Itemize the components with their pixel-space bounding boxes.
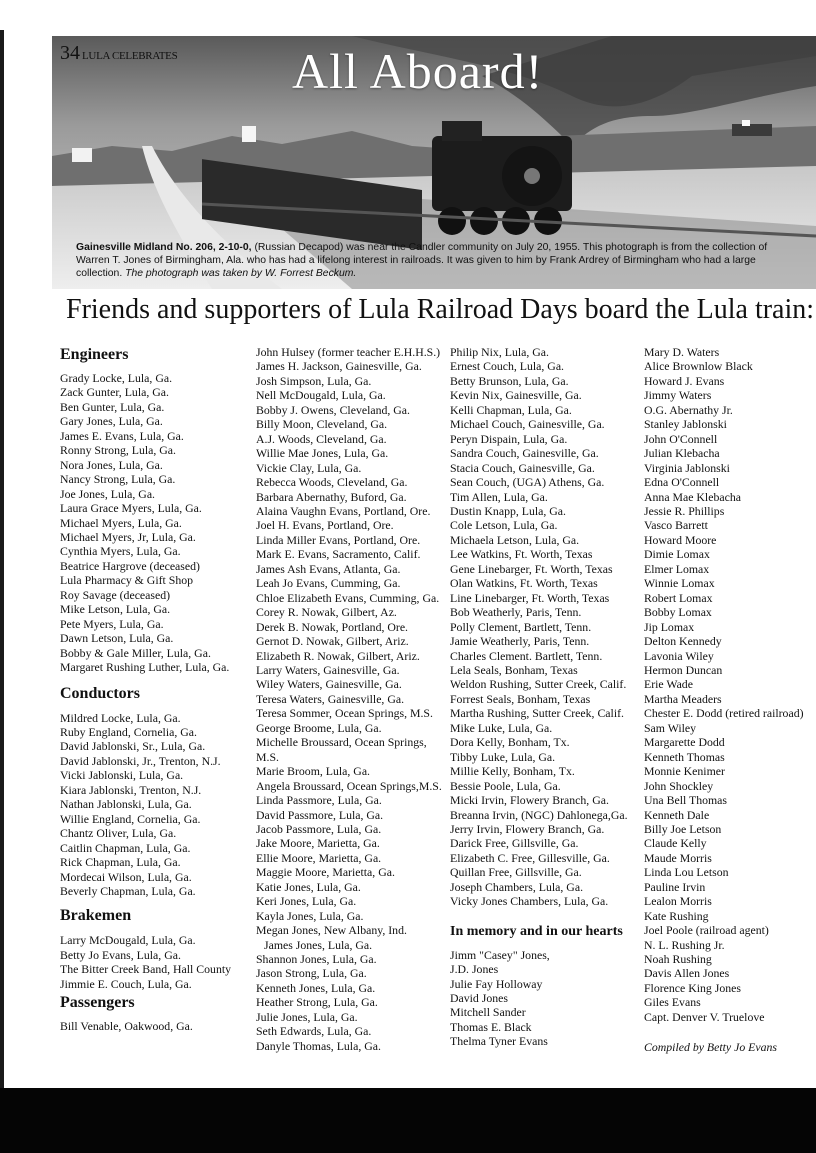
list-item: Joe Jones, Lula, Ga.: [60, 486, 156, 501]
list-item: Roy Savage (deceased): [60, 587, 171, 602]
caption-italic: The photograph was taken by W. Forrest Beckum.: [125, 268, 357, 279]
list-item: Stanley Jablonski: [644, 417, 727, 432]
list-item: Willie England, Cornelia, Ga.: [60, 811, 201, 826]
engineers-list: [60, 371, 246, 675]
list-item: Kelli Chapman, Lula, Ga.: [450, 402, 572, 417]
list-item: Heather Strong, Lula, Ga.: [256, 995, 378, 1010]
list-item: Bill Venable, Oakwood, Ga.: [60, 1019, 193, 1034]
list-item: Thelma Tyner Evans: [450, 1034, 548, 1049]
list-item: Lavonia Wiley: [644, 648, 714, 663]
brakemen-list: [60, 933, 246, 991]
passengers-list: [60, 1019, 246, 1033]
list-item: Michael Couch, Gainesville, Ga.: [450, 417, 605, 432]
list-item: Maggie Moore, Marietta, Ga.: [256, 865, 395, 880]
list-item: James H. Jackson, Gainesville, Ga.: [256, 359, 422, 374]
list-item: Dimie Lomax: [644, 547, 710, 562]
scan-bottom-border: [0, 1088, 816, 1153]
list-item: Martha Meaders: [644, 691, 722, 706]
list-item: Tim Allen, Lula, Ga.: [450, 489, 548, 504]
list-item: Beverly Chapman, Lula, Ga.: [60, 883, 196, 898]
list-item: Katie Jones, Lula, Ga.: [256, 879, 361, 894]
list-item: Micki Irvin, Flowery Branch, Ga.: [450, 793, 609, 808]
memory-list-continued: [644, 345, 816, 1024]
list-item: Michael Myers, Jr, Lula, Ga.: [60, 529, 196, 544]
list-item: Vicki Jablonski, Lula, Ga.: [60, 768, 184, 783]
list-item: Nora Jones, Lula, Ga.: [60, 457, 163, 472]
list-item: Laura Grace Myers, Lula, Ga.: [60, 501, 202, 516]
list-item: Cole Letson, Lula, Ga.: [450, 518, 558, 533]
list-item: Erie Wade: [644, 677, 693, 692]
list-item: Dora Kelly, Bonham, Tx.: [450, 735, 570, 750]
list-item: Forrest Seals, Bonham, Texas: [450, 691, 591, 706]
list-item: Jamie Weatherly, Paris, Tenn.: [450, 634, 590, 649]
list-item: Lealon Morris: [644, 894, 712, 909]
list-item: M.S.: [256, 749, 279, 764]
page-number: 34 LULA CELEBRATES: [60, 42, 178, 64]
list-item: Betty Jo Evans, Lula, Ga.: [60, 947, 181, 962]
page-edge-shadow: [0, 30, 4, 1090]
list-item: Rebecca Woods, Cleveland, Ga.: [256, 475, 408, 490]
list-item: Joel Poole (railroad agent): [644, 923, 769, 938]
list-item: John O'Connell: [644, 431, 718, 446]
list-item: Kenneth Thomas: [644, 749, 725, 764]
section-label: LULA CELEBRATES: [82, 50, 178, 62]
list-item: Barbara Abernathy, Buford, Ga.: [256, 489, 407, 504]
list-item: Linda Lou Letson: [644, 865, 729, 880]
column-2: [256, 345, 446, 1053]
list-item: Jason Strong, Lula, Ga.: [256, 966, 367, 981]
column-1: [60, 345, 246, 1034]
list-item: Quillan Free, Gillsville, Ga.: [450, 865, 582, 880]
list-item: Hermon Duncan: [644, 662, 723, 677]
list-item: Mike Luke, Lula, Ga.: [450, 720, 553, 735]
list-item: Nell McDougald, Lula, Ga.: [256, 388, 386, 403]
list-item: Davis Allen Jones: [644, 966, 730, 981]
list-item: Seth Edwards, Lula, Ga.: [256, 1024, 372, 1039]
list-item: Dawn Letson, Lula, Ga.: [60, 631, 174, 646]
list-item: Alice Brownlow Black: [644, 359, 753, 374]
list-item: Elizabeth C. Free, Gillesville, Ga.: [450, 850, 610, 865]
caption-text: (Russian Decapod) was near the Candler community on July 20, 1955. This photograph is from the collection of Warren T. Jones of Birmingham, Ala. who has had a lifelong interest in railroads. It was given to him by Frank Ardrey of Birmingham who had a large collection.: [76, 242, 768, 279]
list-item: Giles Evans: [644, 995, 701, 1010]
list-item: Dustin Knapp, Lula, Ga.: [450, 503, 566, 518]
list-item: James Jones, Lula, Ga.: [264, 937, 373, 952]
memory-heading: In memory and in our hearts: [450, 923, 623, 939]
list-item: Jerry Irvin, Flowery Branch, Ga.: [450, 821, 605, 836]
list-item: Lela Seals, Bonham, Texas: [450, 662, 578, 677]
list-item: Elmer Lomax: [644, 561, 710, 576]
list-item: Rick Chapman, Lula, Ga.: [60, 855, 181, 870]
list-item: Larry McDougald, Lula, Ga.: [60, 933, 196, 948]
list-item: Jip Lomax: [644, 619, 695, 634]
list-item: David Jones: [450, 991, 508, 1006]
list-item: Winnie Lomax: [644, 576, 715, 591]
list-item: Peryn Dispain, Lula, Ga.: [450, 431, 568, 446]
list-item: Darick Free, Gillsville, Ga.: [450, 836, 579, 851]
list-item: Julie Fay Holloway: [450, 976, 543, 991]
list-item: Josh Simpson, Lula, Ga.: [256, 373, 372, 388]
brakemen-heading: Brakemen: [60, 907, 132, 925]
list-item: Philip Nix, Lula, Ga.: [450, 345, 549, 359]
list-item: Vicky Jones Chambers, Lula, Ga.: [450, 894, 609, 909]
list-item: Monnie Kenimer: [644, 764, 725, 779]
list-item: Kayla Jones, Lula, Ga.: [256, 908, 364, 923]
supporters-list-3: [450, 345, 640, 909]
list-item: John Hulsey (former teacher E.H.H.S.): [256, 345, 441, 359]
list-item: J.D. Jones: [450, 962, 499, 977]
list-item: Vasco Barrett: [644, 518, 708, 533]
list-item: Linda Passmore, Lula, Ga.: [256, 793, 382, 808]
list-item: Derek B. Nowak, Portland, Ore.: [256, 619, 409, 634]
list-item: Sam Wiley: [644, 720, 697, 735]
list-item: Kenneth Jones, Lula, Ga.: [256, 980, 376, 995]
list-item: John Shockley: [644, 778, 714, 793]
list-item: Marie Broom, Lula, Ga.: [256, 764, 371, 779]
page-title: All Aboard!: [292, 43, 544, 99]
list-item: A.J. Woods, Cleveland, Ga.: [256, 431, 387, 446]
list-item: Julian Klebacha: [644, 446, 720, 461]
list-item: Ben Gunter, Lula, Ga.: [60, 399, 165, 414]
list-item: Wiley Waters, Gainesville, Ga.: [256, 677, 402, 692]
list-item: Capt. Denver V. Truelove: [644, 1009, 765, 1024]
list-item: Joseph Chambers, Lula, Ga.: [450, 879, 584, 894]
list-item: Stacia Couch, Gainesville, Ga.: [450, 460, 595, 475]
list-item: Margaret Rushing Luther, Lula, Ga.: [60, 660, 230, 675]
list-item: Mike Letson, Lula, Ga.: [60, 602, 171, 617]
list-item: Ruby England, Cornelia, Ga.: [60, 724, 197, 739]
list-item: Billy Moon, Cleveland, Ga.: [256, 417, 388, 432]
list-item: Angela Broussard, Ocean Springs,M.S.: [256, 778, 442, 793]
list-item: Zack Gunter, Lula, Ga.: [60, 385, 169, 400]
list-item: David Passmore, Lula, Ga.: [256, 807, 384, 822]
conductors-list: [60, 711, 246, 899]
list-item: Danyle Thomas, Lula, Ga.: [256, 1038, 381, 1053]
list-item: Delton Kennedy: [644, 634, 722, 649]
supporters-list-2: [256, 345, 446, 1053]
caption-bold: Gainesville Midland No. 206, 2-10-0,: [76, 242, 252, 253]
list-item: Mildred Locke, Lula, Ga.: [60, 710, 181, 725]
list-item: Leah Jo Evans, Cumming, Ga.: [256, 576, 401, 591]
list-item: The Bitter Creek Band, Hall County: [60, 962, 232, 977]
list-item: Virginia Jablonski: [644, 460, 730, 475]
list-item: Pauline Irvin: [644, 879, 706, 894]
list-item: Kiara Jablonski, Trenton, N.J.: [60, 782, 202, 797]
list-item: Bob Weatherly, Paris, Tenn.: [450, 605, 582, 620]
list-item: Millie Kelly, Bonham, Tx.: [450, 764, 575, 779]
list-item: Willie Mae Jones, Lula, Ga.: [256, 446, 389, 461]
list-item: Jake Moore, Marietta, Ga.: [256, 836, 380, 851]
list-item: Polly Clement, Bartlett, Tenn.: [450, 619, 592, 634]
list-item: Jessie R. Phillips: [644, 503, 725, 518]
list-item: Vickie Clay, Lula, Ga.: [256, 460, 362, 475]
photo-caption: [76, 241, 801, 280]
column-4: [644, 345, 816, 1055]
list-item: Chloe Elizabeth Evans, Cumming, Ga.: [256, 590, 440, 605]
list-item: Michelle Broussard, Ocean Springs,: [256, 735, 427, 750]
list-item: Megan Jones, New Albany, Ind.: [256, 923, 407, 938]
list-item: Jimm "Casey" Jones,: [450, 947, 550, 962]
list-item: Jacob Passmore, Lula, Ga.: [256, 821, 382, 836]
list-item: Gene Linebarger, Ft. Worth, Texas: [450, 561, 613, 576]
list-item: Lee Watkins, Ft. Worth, Texas: [450, 547, 593, 562]
list-item: N. L. Rushing Jr.: [644, 937, 725, 952]
list-item: Linda Miller Evans, Portland, Ore.: [256, 532, 421, 547]
list-item: Larry Waters, Gainesville, Ga.: [256, 662, 400, 677]
list-item: James E. Evans, Lula, Ga.: [60, 428, 184, 443]
list-item: Teresa Sommer, Ocean Springs, M.S.: [256, 706, 433, 721]
list-item: Edna O'Connell: [644, 475, 720, 490]
list-item: Nathan Jablonski, Lula, Ga.: [60, 797, 192, 812]
list-item: Alaina Vaughn Evans, Portland, Ore.: [256, 503, 431, 518]
list-item: Line Linebarger, Ft. Worth, Texas: [450, 590, 610, 605]
list-item: Jimmy Waters: [644, 388, 712, 403]
conductors-heading: Conductors: [60, 684, 141, 702]
list-item: George Broome, Lula, Ga.: [256, 720, 382, 735]
list-item: David Jablonski, Jr., Trenton, N.J.: [60, 753, 221, 768]
list-item: Michaela Letson, Lula, Ga.: [450, 532, 580, 547]
list-item: Gary Jones, Lula, Ga.: [60, 414, 163, 429]
list-item: Florence King Jones: [644, 980, 741, 995]
list-item: Billy Joe Letson: [644, 821, 722, 836]
list-item: Kate Rushing: [644, 908, 709, 923]
passengers-heading: Passengers: [60, 994, 135, 1012]
list-item: Martha Rushing, Sutter Creek, Calif.: [450, 706, 624, 721]
list-item: Mark E. Evans, Sacramento, Calif.: [256, 547, 421, 562]
list-item: Gernot D. Nowak, Gilbert, Ariz.: [256, 634, 409, 649]
compiled-by-credit: Compiled by Betty Jo Evans: [644, 1040, 778, 1055]
column-3: [450, 345, 640, 1049]
list-item: Robert Lomax: [644, 590, 713, 605]
memory-list: [450, 948, 640, 1049]
list-item: Thomas E. Black: [450, 1019, 532, 1034]
list-item: Joel H. Evans, Portland, Ore.: [256, 518, 394, 533]
list-item: Keri Jones, Lula, Ga.: [256, 894, 357, 909]
list-item: Ernest Couch, Lula, Ga.: [450, 359, 565, 374]
list-item: James Ash Evans, Atlanta, Ga.: [256, 561, 401, 576]
list-item: Maude Morris: [644, 850, 712, 865]
list-item: Julie Jones, Lula, Ga.: [256, 1009, 358, 1024]
list-item: Breanna Irvin, (NGC) Dahlonega,Ga.: [450, 807, 628, 822]
list-item: Bobby & Gale Miller, Lula, Ga.: [60, 645, 211, 660]
list-item: Shannon Jones, Lula, Ga.: [256, 952, 377, 967]
list-item: Pete Myers, Lula, Ga.: [60, 616, 164, 631]
list-item: Elizabeth R. Nowak, Gilbert, Ariz.: [256, 648, 420, 663]
list-item: Mary D. Waters: [644, 345, 720, 359]
list-item: Chester E. Dodd (retired railroad): [644, 706, 804, 721]
list-item: Teresa Waters, Gainesville, Ga.: [256, 691, 405, 706]
list-item: Claude Kelly: [644, 836, 707, 851]
list-item: Bessie Poole, Lula, Ga.: [450, 778, 561, 793]
list-item: Kenneth Dale: [644, 807, 710, 822]
list-item: Charles Clement. Bartlett, Tenn.: [450, 648, 603, 663]
list-item: Cynthia Myers, Lula, Ga.: [60, 544, 181, 559]
list-item: Chantz Oliver, Lula, Ga.: [60, 826, 177, 841]
list-item: Bobby Lomax: [644, 605, 712, 620]
list-item: O.G. Abernathy Jr.: [644, 402, 733, 417]
headline: Friends and supporters of Lula Railroad Days board the Lula train:: [66, 294, 815, 325]
list-item: Ellie Moore, Marietta, Ga.: [256, 850, 382, 865]
list-item: Caitlin Chapman, Lula, Ga.: [60, 840, 191, 855]
list-item: Betty Brunson, Lula, Ga.: [450, 373, 569, 388]
list-item: Sandra Couch, Gainesville, Ga.: [450, 446, 599, 461]
engineers-heading: Engineers: [60, 346, 129, 363]
list-item: Bobby J. Owens, Cleveland, Ga.: [256, 402, 410, 417]
list-item: Mordecai Wilson, Lula, Ga.: [60, 869, 192, 884]
list-item: Howard J. Evans: [644, 373, 725, 388]
list-item: Nancy Strong, Lula, Ga.: [60, 472, 176, 487]
list-item: Olan Watkins, Ft. Worth, Texas: [450, 576, 598, 591]
list-item: Mitchell Sander: [450, 1005, 526, 1020]
list-item: Ronny Strong, Lula, Ga.: [60, 443, 176, 458]
list-item: Sean Couch, (UGA) Athens, Ga.: [450, 475, 605, 490]
list-item: Margarette Dodd: [644, 735, 725, 750]
list-item: Weldon Rushing, Sutter Creek, Calif.: [450, 677, 627, 692]
list-item: Lula Pharmacy & Gift Shop: [60, 573, 194, 588]
list-item: Kevin Nix, Gainesville, Ga.: [450, 388, 582, 403]
list-item: Jimmie E. Couch, Lula, Ga.: [60, 976, 192, 991]
list-item: Michael Myers, Lula, Ga.: [60, 515, 182, 530]
list-item: Noah Rushing: [644, 952, 712, 967]
list-item: Beatrice Hargrove (deceased): [60, 558, 200, 573]
list-item: Grady Locke, Lula, Ga.: [60, 371, 173, 385]
list-item: Howard Moore: [644, 532, 717, 547]
list-item: Anna Mae Klebacha: [644, 489, 741, 504]
list-item: Corey R. Nowak, Gilbert, Az.: [256, 605, 397, 620]
list-item: Una Bell Thomas: [644, 793, 728, 808]
list-item: David Jablonski, Sr., Lula, Ga.: [60, 739, 206, 754]
list-item: Tibby Luke, Lula, Ga.: [450, 749, 556, 764]
